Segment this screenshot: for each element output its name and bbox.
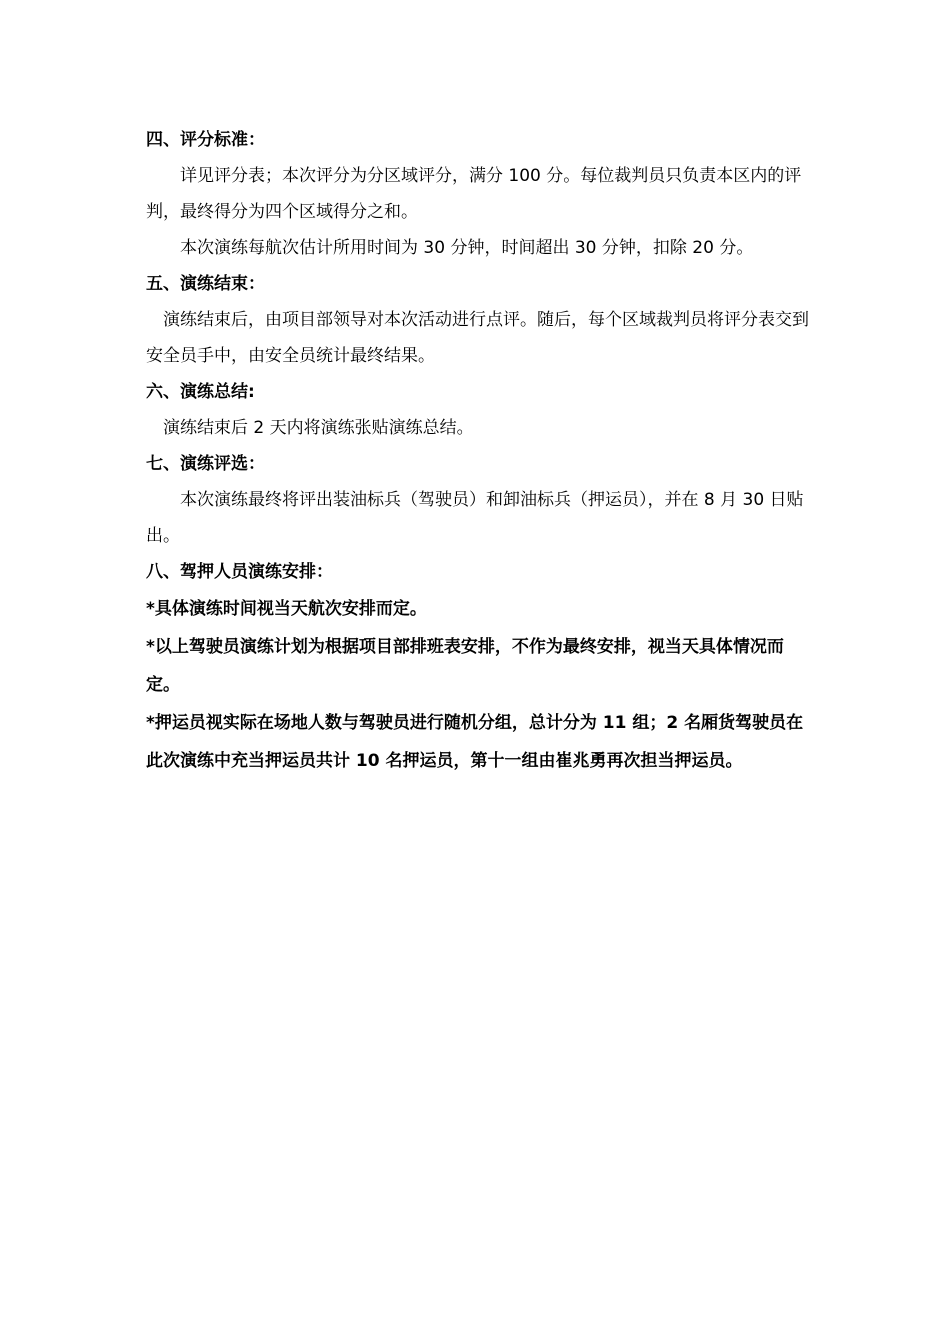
section-heading-scoring: 四、评分标准： xyxy=(146,130,265,150)
summary-paragraph: 演练结束后 2 天内将演练张贴演练总结。 xyxy=(163,418,474,438)
arrangement-note-2: *以上驾驶员演练计划为根据项目部排班表安排，不作为最终安排，视当天具体情况而定。 xyxy=(146,637,784,695)
section-heading-summary: 六、演练总结: xyxy=(146,382,255,402)
section-heading-drill-end: 五、演练结束： xyxy=(146,274,265,294)
section-heading-arrangement: 八、驾押人员演练安排： xyxy=(146,562,333,582)
document-page xyxy=(146,122,810,780)
selection-paragraph: 本次演练最终将评出装油标兵（驾驶员）和卸油标兵（押运员），并在 8 月 30 日贴出。 xyxy=(146,490,804,546)
section-heading-selection: 七、演练评选： xyxy=(146,454,265,474)
scoring-paragraph-2: 本次演练每航次估计所用时间为 30 分钟，时间超出 30 分钟，扣除 20 分。 xyxy=(180,238,754,258)
arrangement-note-1: *具体演练时间视当天航次安排而定。 xyxy=(146,599,427,619)
drill-end-paragraph: 演练结束后，由项目部领导对本次活动进行点评。随后，每个区域裁判员将评分表交到安全员手中，由安全员统计最终结果。 xyxy=(146,310,809,366)
scoring-paragraph-1: 详见评分表；本次评分为分区域评分，满分 100 分。每位裁判员只负责本区内的评判，最终得分为四个区域得分之和。 xyxy=(146,166,802,222)
arrangement-note-3: *押运员视实际在场地人数与驾驶员进行随机分组，总计分为 11 组；2 名厢货驾驶员在此次演练中充当押运员共计 10 名押运员，第十一组由崔兆勇再次担当押运员。 xyxy=(146,713,804,771)
